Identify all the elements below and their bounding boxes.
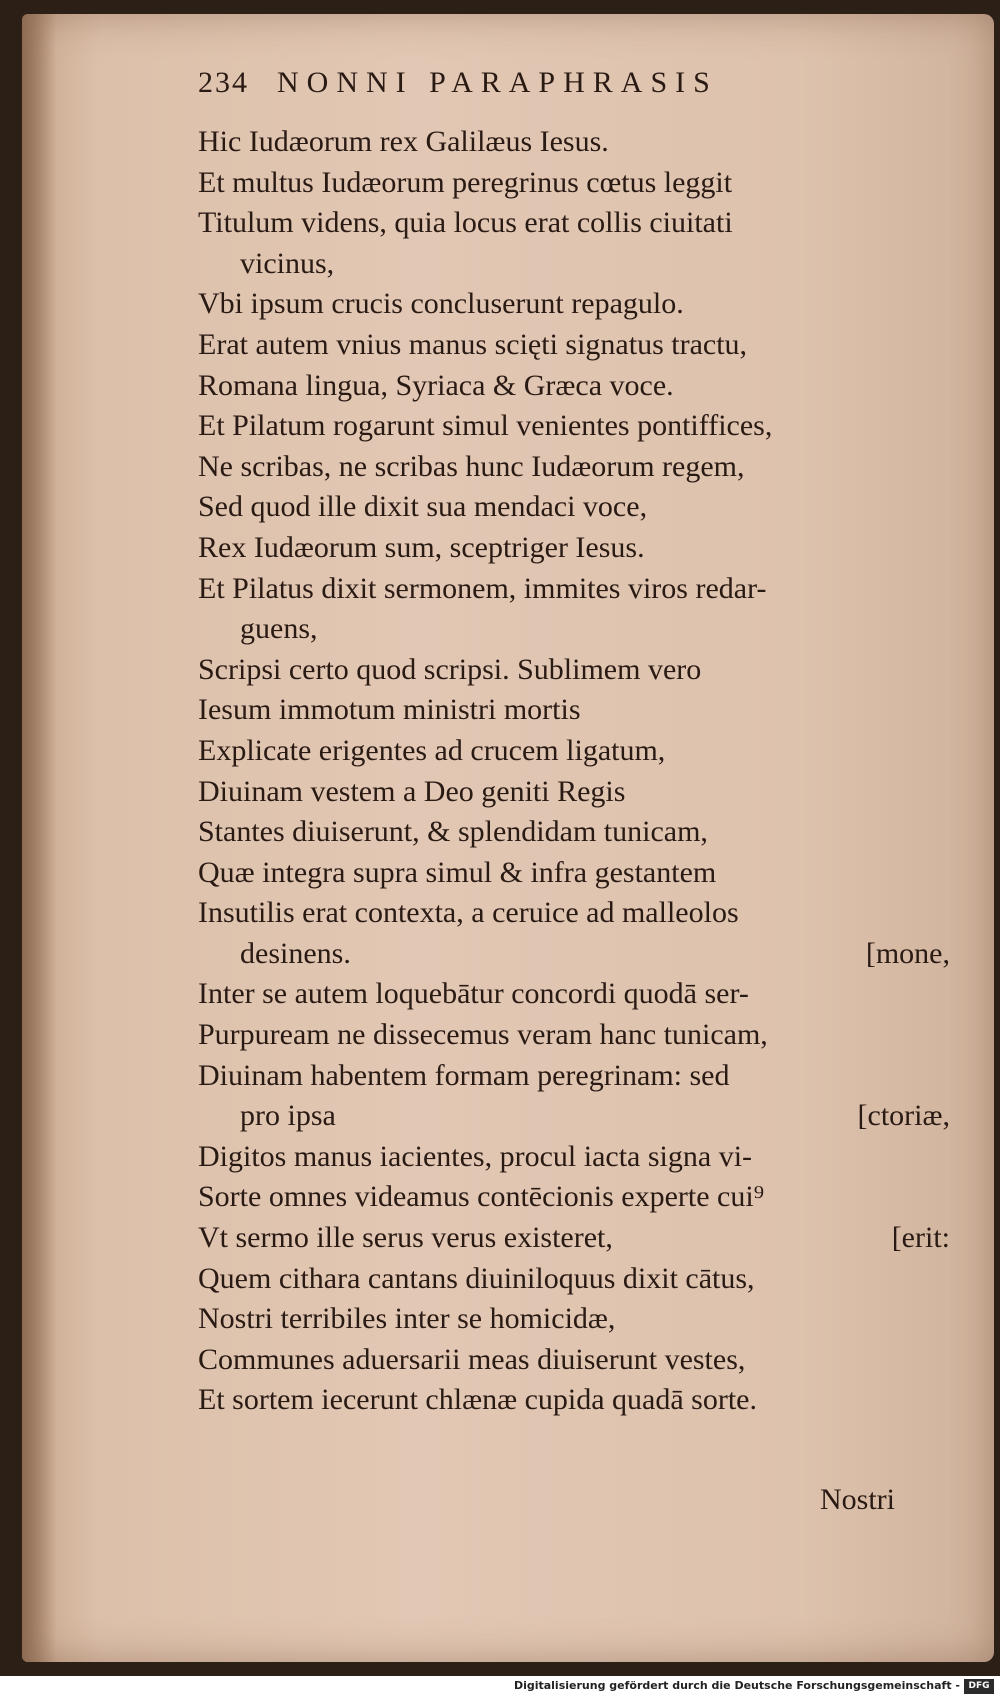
text-line: Nostri terribiles inter se homicidæ,	[198, 1302, 616, 1336]
text-line: Quæ integra supra simul & infra gestantem	[198, 855, 717, 889]
text-line: Scripsi certo quod scripsi. Sublimem vero	[198, 652, 702, 686]
text-line: Purpuream ne dissecemus veram hanc tunicam,	[198, 1018, 768, 1052]
running-title: NONNI PARAPHRASIS	[277, 66, 718, 99]
text-line: Hic Iudæorum rex Galilæus Iesus.	[198, 125, 609, 158]
text-line: Et Pilatus dixit sermonem, immites viros redar-	[198, 571, 767, 605]
dfg-logo-icon: DFG	[964, 1679, 994, 1694]
catchword: Nostri	[820, 1483, 895, 1516]
line-left: pro ipsa	[240, 1099, 336, 1133]
text-line: Quem cithara cantans diuiniloquus dixit cātus,	[198, 1261, 755, 1295]
text-line: Et multus Iudæorum peregrinus cœtus leggit	[198, 165, 733, 199]
line-left: Vt sermo ille serus verus existeret,	[198, 1221, 613, 1255]
line-left: desinens.	[240, 936, 351, 970]
text-line: Explicate erigentes ad crucem ligatum,	[198, 733, 666, 767]
text-line: Et sortem iecerunt chlænæ cupida quadā sorte.	[198, 1383, 757, 1417]
text-line: vicinus,	[240, 246, 335, 280]
text-line-split	[198, 1096, 950, 1137]
text-line: Communes aduersarii meas diuiserunt vestes,	[198, 1342, 746, 1376]
text-line: Sed quod ille dixit sua mendaci voce,	[198, 490, 648, 524]
text-line: Digitos manus iacientes, procul iacta signa vi-	[198, 1139, 753, 1173]
page-number: 234	[198, 66, 249, 99]
text-line: Ne scribas, ne scribas hunc Iudæorum regem,	[198, 449, 745, 483]
text-line-split	[198, 1218, 950, 1259]
line-right: [erit:	[891, 1221, 950, 1255]
footer-credit: Digitalisierung gefördert durch die Deutsche Forschungsgemeinschaft -	[513, 1679, 960, 1692]
text-line: Romana lingua, Syriaca & Græca voce.	[198, 368, 674, 402]
text-line: Diuinam habentem formam peregrinam: sed	[198, 1058, 730, 1092]
line-right: [mone,	[865, 936, 950, 970]
text-line: Titulum videns, quia locus erat collis ciuitati	[198, 206, 733, 240]
text-line: Iesum immotum ministri mortis	[198, 693, 581, 727]
digitization-footer	[0, 1676, 1000, 1698]
text-line: Vbi ipsum crucis concluserunt repagulo.	[198, 287, 684, 321]
text-line: guens,	[240, 612, 318, 646]
text-line: Stantes diuiserunt, & splendidam tunicam,	[198, 815, 708, 849]
text-line: Inter se autem loquebātur concordi quodā ser-	[198, 977, 749, 1011]
page-gutter-shadow	[22, 14, 56, 1662]
text-line: Rex Iudæorum sum, sceptriger Iesus.	[198, 530, 645, 564]
text-line: Et Pilatum rogarunt simul venientes pontiffices,	[198, 409, 773, 443]
text-line: Diuinam vestem a Deo geniti Regis	[198, 774, 626, 808]
text-line-split	[198, 934, 950, 975]
text-line: Insutilis erat contexta, a ceruice ad malleolos	[198, 896, 739, 930]
text-line: Sorte omnes videamus contēcionis experte cui⁹	[198, 1180, 765, 1214]
text-line: Erat autem vnius manus scięti signatus tractu,	[198, 327, 748, 361]
body-text	[198, 122, 950, 1421]
line-right: [ctoriæ,	[857, 1099, 950, 1133]
running-header	[198, 66, 878, 116]
